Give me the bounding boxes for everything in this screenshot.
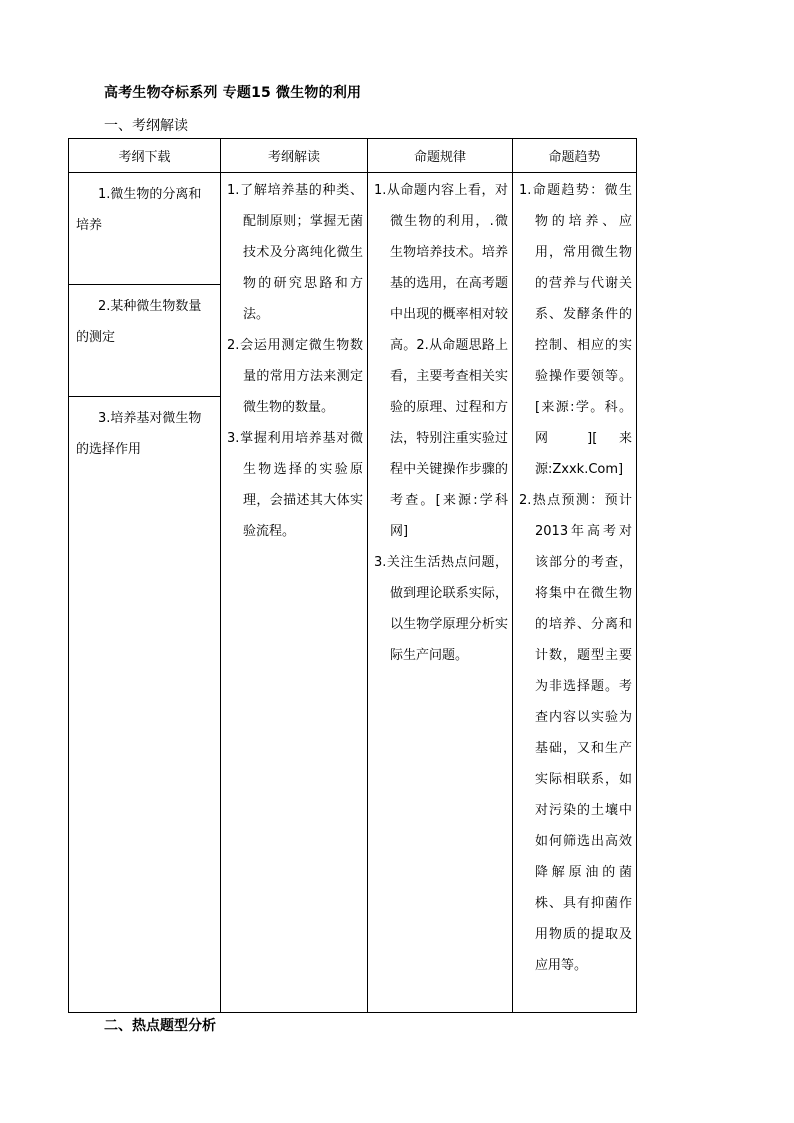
trend-item: 2.热点预测：预计2013年高考对该部分的考查，将集中在微生物的培养、分离和计数，题型主要为非选择题。考查内容以实验为基础，又和生产实际相联系，如对污染的土壤中如何筛选出高效降解原油的菌株、具有抑菌作用物质的提取及应用等。 bbox=[519, 493, 632, 973]
document-title: 高考生物夺标系列 专题15 微生物的利用 bbox=[104, 85, 362, 101]
header-outline-download: 考纲下载 bbox=[69, 139, 221, 173]
interpretation-item: 2.会运用测定微生物数量的常用方法来测定微生物的数量。 bbox=[227, 338, 363, 415]
header-outline-interpretation: 考纲解读 bbox=[221, 139, 368, 173]
table-header-row bbox=[69, 139, 637, 173]
pattern-item: 3.关注生活热点问题，做到理论联系实际，以生物学原理分析实际生产问题。 bbox=[374, 555, 508, 663]
section-heading-hot-topics: 二、热点题型分析 bbox=[104, 1018, 216, 1034]
table-row bbox=[69, 173, 637, 1013]
trend-item: 1.命题趋势：微生物的培养、应用，常用微生物的营养与代谢关系、发酵条件的控制、相应的实验操作要领等。[来源:学。科。网 ][ 来源:Zxxk.Com] bbox=[519, 183, 632, 477]
download-cell bbox=[69, 173, 221, 1013]
download-item: 1.微生物的分离和培养 bbox=[69, 173, 220, 285]
outline-table bbox=[68, 138, 637, 1013]
download-item: 3.培养基对微生物的选择作用 bbox=[76, 411, 202, 457]
interpretation-item: 3.掌握利用培养基对微生物选择的实验原理，会描述其大体实验流程。 bbox=[227, 431, 363, 539]
trend-cell bbox=[513, 173, 637, 1013]
interpretation-cell bbox=[221, 173, 368, 1013]
interpretation-item: 1.了解培养基的种类、配制原则；掌握无菌技术及分离纯化微生物的研究思路和方法。 bbox=[227, 183, 363, 322]
header-question-trend: 命题趋势 bbox=[513, 139, 637, 173]
pattern-cell bbox=[368, 173, 513, 1013]
pattern-item: 1.从命题内容上看，对微生物的利用，.微生物培养技术。培养基的选用，在高考题中出现的概率相对较高。2.从命题思路上看，主要考查相关实验的原理、过程和方法，特别注重实验过程中关键操作步骤的考查。[来源:学科网] bbox=[374, 183, 508, 539]
download-item: 2.某种微生物数量的测定 bbox=[69, 285, 220, 397]
header-question-pattern: 命题规律 bbox=[368, 139, 513, 173]
section-heading-outline: 一、考纲解读 bbox=[104, 118, 188, 134]
